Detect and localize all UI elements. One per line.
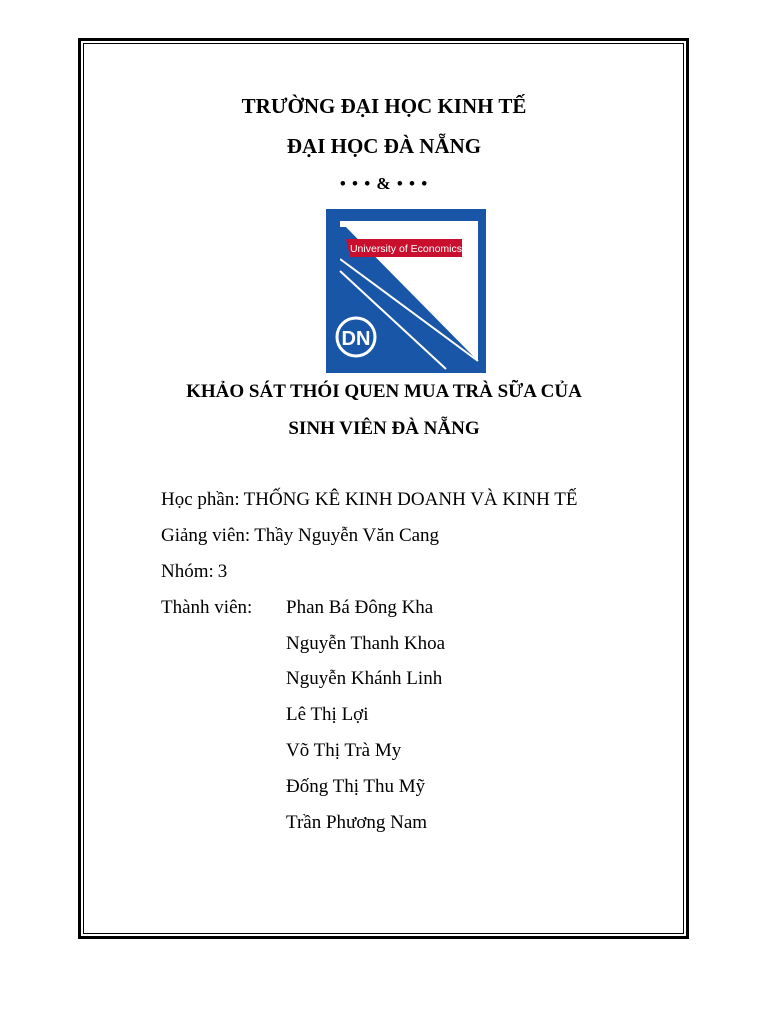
member-name: Trần Phương Nam xyxy=(286,812,428,833)
member-name: Phan Bá Đông Kha xyxy=(286,597,434,618)
members-label: Thành viên: xyxy=(161,597,253,618)
lecturer-label: Giảng viên: xyxy=(161,525,251,546)
group-row xyxy=(161,561,227,583)
course-value: THỐNG KÊ KINH DOANH VÀ KINH TẾ xyxy=(243,489,578,510)
logo-emblem-text: DN xyxy=(341,328,371,350)
lecturer-value: Thầy Nguyễn Văn Cang xyxy=(254,525,440,546)
school-name: TRƯỜNG ĐẠI HỌC KINH TẾ xyxy=(241,94,527,118)
lecturer-row xyxy=(161,525,439,547)
university-name: ĐẠI HỌC ĐÀ NẴNG xyxy=(286,134,482,158)
member-name: Nguyễn Thanh Khoa xyxy=(286,633,446,654)
ornament-divider: • • • & • • • xyxy=(339,174,429,193)
member-name: Lê Thị Lợi xyxy=(286,704,369,725)
group-label: Nhóm: xyxy=(161,561,214,582)
member-name: Đống Thị Thu Mỹ xyxy=(286,776,426,797)
university-logo xyxy=(326,209,486,373)
member-name: Võ Thị Trà My xyxy=(286,740,402,761)
group-value: 3 xyxy=(217,561,228,582)
report-title-line2: SINH VIÊN ĐÀ NẴNG xyxy=(288,418,480,439)
report-title-line1: KHẢO SÁT THÓI QUEN MUA TRÀ SỮA CỦA xyxy=(186,381,582,402)
course-row xyxy=(161,489,578,511)
logo-banner-text: University of Economics xyxy=(349,243,463,255)
member-name: Nguyễn Khánh Linh xyxy=(286,668,443,689)
course-label: Học phần: xyxy=(161,489,240,510)
